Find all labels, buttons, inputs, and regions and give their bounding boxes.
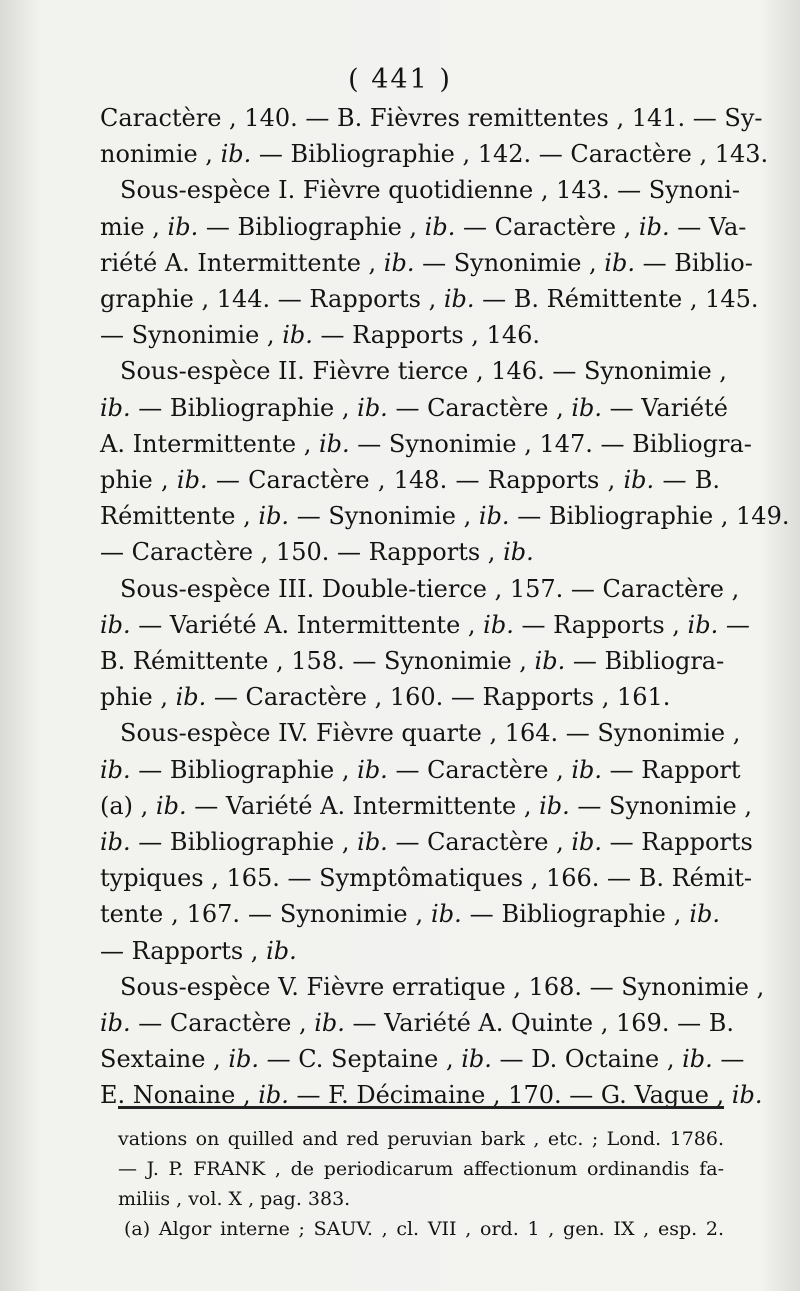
footnote-line: (a) Algor interne ; SAUV. , cl. VII , ord. 1 , gen. IX , esp. 2. (124, 1218, 724, 1240)
text-line: Sous-espèce II. Fièvre tierce , 146. — Synonimie , (120, 357, 727, 386)
text-line: phie , ib. — Caractère , 148. — Rapports , ib. — B. (100, 466, 721, 495)
text-line: — Rapports , ib. (100, 936, 297, 965)
text-line: Sous-espèce I. Fièvre quotidienne , 143. — Synoni- (120, 176, 740, 205)
text-line: ib. — Bibliographie , ib. — Caractère , ib. — Rapports (100, 828, 753, 857)
footnote-line: miliis , vol. X , pag. 383. (118, 1188, 351, 1210)
text-line: typiques , 165. — Symptômatiques , 166. — B. Rémit- (100, 864, 753, 893)
footnote-line: vations on quilled and red peruvian bark , etc. ; Lond. 1786. (118, 1128, 724, 1150)
text-line: Rémittente , ib. — Synonimie , ib. — Bibliographie , 149. (100, 502, 790, 531)
text-line: graphie , 144. — Rapports , ib. — B. Rémittente , 145. (100, 285, 759, 314)
page-number: ( 441 ) (348, 64, 452, 95)
footnotes (118, 1124, 724, 1244)
text-line: Sous-espèce III. Double-tierce , 157. — Caractère , (120, 574, 740, 603)
footnote-rule (118, 1106, 724, 1109)
text-line: ib. — Bibliographie , ib. — Caractère , ib. — Rapport (100, 755, 741, 784)
footnote-line: — J. P. FRANK , de periodicarum affectionum ordinandis fa- (118, 1158, 724, 1180)
text-line: (a) , ib. — Variété A. Intermittente , ib. — Synonimie , (100, 791, 752, 820)
text-line: riété A. Intermittente , ib. — Synonimie , ib. — Biblio- (100, 248, 753, 277)
text-line: nonimie , ib. — Bibliographie , 142. — Caractère , 143. (100, 140, 769, 169)
index-text (100, 100, 790, 1114)
text-line: mie , ib. — Bibliographie , ib. — Caractère , ib. — Va- (100, 212, 747, 241)
text-line: — Synonimie , ib. — Rapports , 146. (100, 321, 540, 350)
text-line: E. Nonaine , ib. — F. Décimaine , 170. — G. Vague , ib. (100, 1081, 763, 1110)
text-line: phie , ib. — Caractère , 160. — Rapports , 161. (100, 683, 671, 712)
text-line: Sextaine , ib. — C. Septaine , ib. — D. Octaine , ib. — (100, 1045, 745, 1074)
text-line: A. Intermittente , ib. — Synonimie , 147. — Bibliogra- (100, 429, 752, 458)
text-line: Caractère , 140. — B. Fièvres remittentes , 141. — Sy- (100, 104, 763, 132)
text-line: B. Rémittente , 158. — Synonimie , ib. — Bibliogra- (100, 647, 725, 676)
text-line: ib. — Bibliographie , ib. — Caractère , ib. — Variété (100, 393, 728, 422)
text-line: — Caractère , 150. — Rapports , ib. (100, 538, 534, 567)
text-line: ib. — Variété A. Intermittente , ib. — Rapports , ib. — (100, 610, 750, 639)
text-line: Sous-espèce V. Fièvre erratique , 168. — Synonimie , (120, 972, 765, 1001)
text-line: tente , 167. — Synonimie , ib. — Bibliographie , ib. (100, 900, 720, 929)
text-line: Sous-espèce IV. Fièvre quarte , 164. — Synonimie , (120, 719, 741, 748)
text-line: ib. — Caractère , ib. — Variété A. Quinte , 169. — B. (100, 1009, 734, 1038)
